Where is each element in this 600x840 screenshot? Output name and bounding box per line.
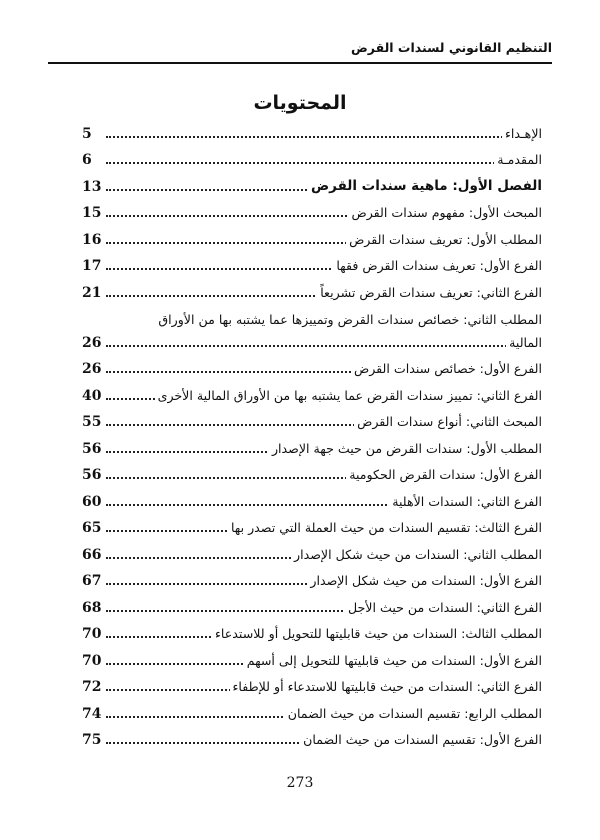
toc-entry-label: الفرع الأول: تعريف سندات القرض فقها	[333, 258, 542, 273]
toc-entry	[82, 407, 542, 434]
toc-entry	[82, 145, 542, 172]
toc-entry-page: 40	[82, 387, 102, 404]
toc-entry	[82, 592, 542, 619]
toc-entry	[82, 645, 542, 672]
toc-entry-label: الفرع الثاني: تمييز سندات القرض عما يشتبه بها من الأوراق المالية الأخرى	[155, 388, 542, 403]
toc-entry	[82, 380, 542, 407]
toc-entry-label: المبحث الأول: مفهوم سندات القرض	[348, 205, 542, 220]
toc-entry-page: 75	[82, 732, 102, 748]
toc-entry	[82, 171, 542, 198]
toc-entry-page: 26	[82, 361, 102, 377]
toc-entry	[82, 619, 542, 646]
toc-entry	[82, 433, 542, 460]
toc-entry-page: 72	[82, 679, 102, 695]
toc-entry	[82, 224, 542, 251]
toc-entry-label: الفرع الثاني: تعريف سندات القرض تشريعاً	[317, 285, 542, 300]
toc-entry-page: 56	[82, 440, 102, 457]
toc-entry	[82, 198, 542, 225]
toc-entry-page: 21	[82, 284, 102, 301]
toc-entry	[82, 672, 542, 699]
toc-entry-page: 17	[82, 258, 102, 274]
dot-leader	[106, 136, 542, 138]
toc-entry-page: 70	[82, 652, 102, 669]
dot-leader	[106, 162, 542, 164]
running-header: التنظيم القانوني لسندات القرض	[350, 40, 552, 55]
toc-entry-label-continued: المالية	[506, 335, 542, 350]
toc-entry	[82, 539, 542, 566]
toc-entry-page: 66	[82, 546, 102, 563]
toc-entry-label: الفرع الثاني: السندات من حيث الأجل	[345, 600, 542, 615]
toc-entry	[82, 698, 542, 725]
toc-entry	[82, 513, 542, 540]
toc-entry-page: 70	[82, 626, 102, 642]
toc-entry	[82, 354, 542, 381]
toc-entry-page: 13	[82, 178, 102, 195]
toc-entry-label: الفرع الأول: تقسيم السندات من حيث الضمان	[300, 732, 542, 747]
toc-entry	[82, 460, 542, 487]
toc-entry-page: 68	[82, 599, 102, 616]
toc-entry-label: المبحث الثاني: أنواع سندات القرض	[354, 414, 542, 429]
toc-entry-label: الفرع الأول: السندات من حيث شكل الإصدار	[307, 573, 542, 588]
table-of-contents	[82, 118, 542, 751]
toc-entry-label: الفرع الثاني: السندات الأهلية	[389, 494, 542, 509]
toc-entry-page: 6	[82, 152, 92, 168]
toc-entry	[82, 566, 542, 593]
toc-entry-label: الفرع الأول: السندات من حيث قابليتها للتحويل إلى أسهم	[244, 653, 542, 668]
toc-entry-page: 74	[82, 705, 102, 722]
toc-entry	[82, 118, 542, 145]
header-rule	[48, 62, 552, 64]
toc-entry	[82, 277, 542, 304]
toc-entry-label: المطلب الثاني: السندات من حيث شكل الإصدار	[291, 547, 542, 562]
toc-entry-label: المطلب الأول: سندات القرض من حيث جهة الإصدار	[269, 441, 542, 456]
toc-entry-page: 16	[82, 231, 102, 248]
dot-leader	[106, 345, 542, 347]
toc-entry	[82, 251, 542, 278]
toc-entry-page: 26	[82, 334, 102, 351]
toc-entry-page: 60	[82, 493, 102, 510]
toc-entry	[82, 486, 542, 513]
toc-entry	[82, 725, 542, 752]
toc-entry-page: 67	[82, 573, 102, 589]
toc-entry-label: الفرع الأول: خصائص سندات القرض	[351, 361, 542, 376]
toc-entry-label: المقدمـة	[494, 152, 542, 167]
toc-entry-label: المطلب الثالث: السندات من حيث قابليتها للتحويل أو للاستدعاء	[212, 626, 542, 641]
toc-entry-label: المطلب الرابع: تقسيم السندات من حيث الضمان	[285, 706, 542, 721]
toc-entry-label: الفرع الثاني: السندات من حيث قابليتها للاستدعاء أو للإطفاء	[230, 679, 542, 694]
toc-title: المحتويات	[253, 92, 347, 114]
toc-entry-page: 15	[82, 205, 102, 221]
toc-entry-label: الفرع الأول: سندات القرض الحكومية	[346, 467, 542, 482]
toc-entry-label: الفصل الأول: ماهية سندات القرض	[308, 178, 542, 194]
toc-entry-page: 55	[82, 414, 102, 430]
toc-entry-label: الفرع الثالث: تقسيم السندات من حيث العملة التي تصدر بها	[228, 520, 542, 535]
toc-entry-label: المطلب الثاني: خصائص سندات القرض وتمييزها عما يشتبه بها من الأوراق	[158, 311, 542, 327]
toc-entry	[82, 304, 542, 354]
toc-entry-page: 5	[82, 125, 92, 142]
toc-entry-label: الإهـداء	[502, 126, 542, 141]
page-number: 273	[286, 775, 314, 791]
toc-entry-page: 65	[82, 520, 102, 536]
toc-entry-page: 56	[82, 467, 102, 483]
toc-entry-label: المطلب الأول: تعريف سندات القرض	[346, 232, 542, 247]
